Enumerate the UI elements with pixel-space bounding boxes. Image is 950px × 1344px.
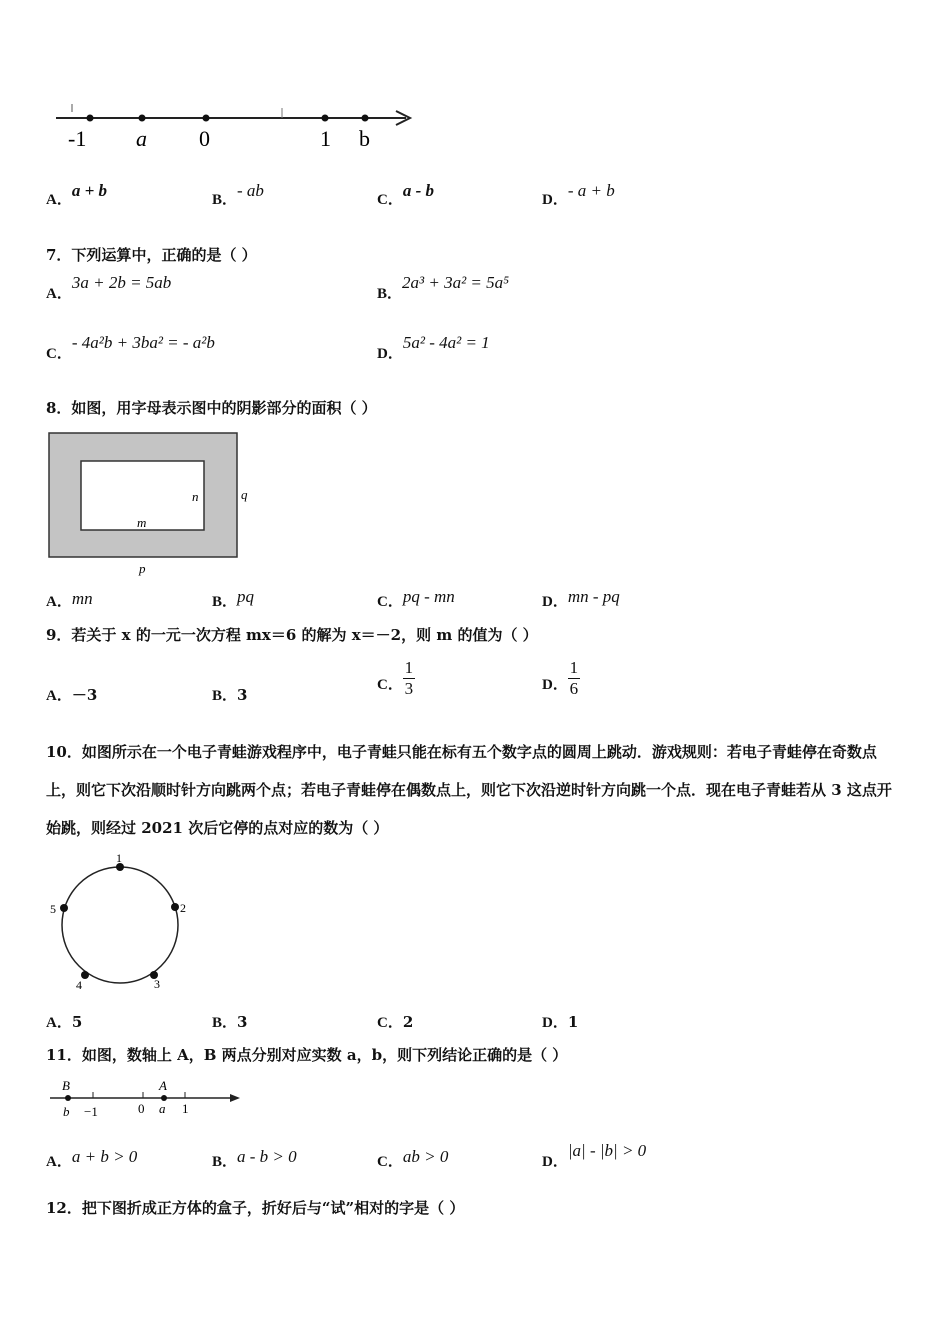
q8-option-a[interactable] <box>46 590 93 611</box>
option-label: D． <box>377 346 403 362</box>
numline-label: 1 <box>320 126 331 151</box>
option-label: B． <box>212 594 238 610</box>
q7-option-b[interactable] <box>377 273 510 303</box>
numline-figure-q6 <box>50 98 420 154</box>
option-expression: pq - mn <box>402 587 455 606</box>
option-label: B． <box>212 688 238 704</box>
label-m: m <box>137 515 147 530</box>
numline-point <box>87 115 94 122</box>
option-label: C． <box>377 1154 403 1170</box>
label-zero: 0 <box>138 1101 145 1116</box>
circle-path <box>62 867 178 983</box>
numline-label: a <box>136 126 147 151</box>
label-n: n <box>192 489 199 504</box>
numline-point <box>139 115 146 122</box>
option-label: C． <box>46 346 72 362</box>
q12-stem: 12．把下图折成正方体的盒子，折好后与“试”相对的字是（ ） <box>46 1199 465 1217</box>
option-label: B． <box>377 286 403 302</box>
option-label: C． <box>377 1015 403 1031</box>
point-b <box>65 1095 71 1101</box>
fraction <box>403 658 415 699</box>
option-value: 5 <box>71 1013 83 1031</box>
label-q: q <box>241 487 248 502</box>
option-expression: |a| - |b| > 0 <box>567 1141 647 1160</box>
option-expression: a + b <box>71 181 108 200</box>
q8-option-d[interactable] <box>542 587 620 611</box>
circle-point-label: 2 <box>180 901 186 915</box>
q10-option-d[interactable] <box>542 1011 578 1032</box>
circle-point-label: 3 <box>154 977 160 991</box>
numline-point <box>203 115 210 122</box>
option-label: C． <box>377 594 403 610</box>
q8-stem: 8．如图，用字母表示图中的阴影部分的面积（ ） <box>46 399 377 417</box>
circle-point-label: 1 <box>116 851 122 865</box>
option-expression: 2a³ + 3a² = 5a⁵ <box>402 273 510 292</box>
numline-arrow-icon <box>230 1094 240 1102</box>
option-label: C． <box>377 677 403 693</box>
q11-numline-figure <box>46 1072 246 1122</box>
option-value: 3 <box>237 1013 248 1031</box>
q10-option-b[interactable] <box>212 1011 247 1032</box>
option-value: －3 <box>71 686 98 704</box>
option-label: B． <box>212 1015 238 1031</box>
option-expression: ab > 0 <box>402 1147 449 1166</box>
q9-option-a[interactable] <box>46 684 97 705</box>
q11-stem: 11．如图，数轴上 A，B 两点分别对应实数 a，b，则下列结论正确的是（ ） <box>46 1046 568 1064</box>
option-value: 1 <box>567 1013 579 1031</box>
q7-option-c[interactable] <box>46 333 215 363</box>
option-value: 3 <box>237 686 248 704</box>
option-expression: mn - pq <box>567 587 620 606</box>
q6-option-c[interactable] <box>377 181 435 209</box>
option-expression: a - b > 0 <box>237 1147 297 1166</box>
option-expression: - 4a²b + 3ba² = - a²b <box>71 333 215 352</box>
q9-option-d[interactable] <box>542 658 580 699</box>
circle-point-label: 5 <box>50 902 56 916</box>
circle-point-label: 4 <box>76 978 82 992</box>
option-expression: a - b <box>402 181 435 200</box>
label-A: A <box>159 1078 167 1093</box>
option-expression: - ab <box>237 181 264 200</box>
numline-label: -1 <box>68 126 87 151</box>
option-label: A． <box>46 286 72 302</box>
option-label: A． <box>46 192 72 208</box>
option-expression: 5a² - 4a² = 1 <box>402 333 490 352</box>
q10-stem: 10．如图所示在一个电子青蛙游戏程序中，电子青蛙只能在标有五个数字点的圆周上跳动．游戏规则：若电子青蛙停在奇数点上，则它下次沿顺时针方向跳两个点；若电子青蛙停在偶数点上，则它下次沿逆时针方向跳一个点．现在电子青蛙若从 3 这点开始跳，则经过 2021 次后它停的点对应的数为（ ） <box>46 743 892 837</box>
label-B: B <box>62 1078 70 1093</box>
denominator: 6 <box>569 679 579 698</box>
q8-option-b[interactable] <box>212 587 255 611</box>
circle-point <box>60 904 68 912</box>
option-label: D． <box>542 1154 568 1170</box>
fraction <box>568 658 580 699</box>
q6-option-b[interactable] <box>212 181 264 209</box>
label-p: p <box>139 561 146 576</box>
q11-option-d[interactable] <box>542 1141 647 1171</box>
option-label: D． <box>542 594 568 610</box>
option-label: A． <box>46 1154 72 1170</box>
q7-option-d[interactable] <box>377 333 490 363</box>
q6-option-d[interactable] <box>542 181 615 209</box>
q9-stem: 9．若关于 x 的一元一次方程 mx＝6 的解为 x＝－2，则 m 的值为（ ） <box>46 626 538 644</box>
option-label: A． <box>46 594 72 610</box>
q9-option-c[interactable] <box>377 658 415 699</box>
numline-label: 0 <box>199 126 210 151</box>
label-b: b <box>63 1104 70 1119</box>
label-one: 1 <box>182 1101 189 1116</box>
numerator: 1 <box>404 658 414 677</box>
option-label: D． <box>542 1015 568 1031</box>
option-expression: 3a + 2b = 5ab <box>71 273 172 292</box>
option-expression: - a + b <box>567 181 615 200</box>
option-label: C． <box>377 192 403 208</box>
label-minus-one: −1 <box>84 1104 98 1119</box>
option-label: A． <box>46 688 72 704</box>
q10-option-a[interactable] <box>46 1011 82 1032</box>
q11-option-b[interactable] <box>212 1147 297 1171</box>
q8-option-c[interactable] <box>377 587 455 611</box>
q9-option-b[interactable] <box>212 684 247 705</box>
option-label: B． <box>212 192 238 208</box>
q10-circle-figure <box>46 850 196 996</box>
q8-rectangle-figure <box>46 430 266 580</box>
q7-stem: 7．下列运算中，正确的是（ ） <box>46 246 257 264</box>
option-value: 2 <box>402 1013 414 1031</box>
option-label: D． <box>542 677 568 693</box>
circle-point <box>81 971 89 979</box>
q6-option-a[interactable] <box>46 181 108 209</box>
numline-point <box>362 115 369 122</box>
option-expression: a + b > 0 <box>71 1147 138 1166</box>
option-expression: mn <box>71 589 93 608</box>
label-a: a <box>159 1101 166 1116</box>
q11-option-a[interactable] <box>46 1147 138 1171</box>
option-label: D． <box>542 192 568 208</box>
q10-option-c[interactable] <box>377 1011 413 1032</box>
option-label: B． <box>212 1154 238 1170</box>
numerator: 1 <box>569 658 579 677</box>
numline-point <box>322 115 329 122</box>
option-label: A． <box>46 1015 72 1031</box>
circle-point <box>171 903 179 911</box>
numline-label: b <box>359 126 370 151</box>
q11-option-c[interactable] <box>377 1147 449 1171</box>
option-expression: pq <box>237 587 255 606</box>
denominator: 3 <box>404 679 414 698</box>
q7-option-a[interactable] <box>46 273 172 303</box>
